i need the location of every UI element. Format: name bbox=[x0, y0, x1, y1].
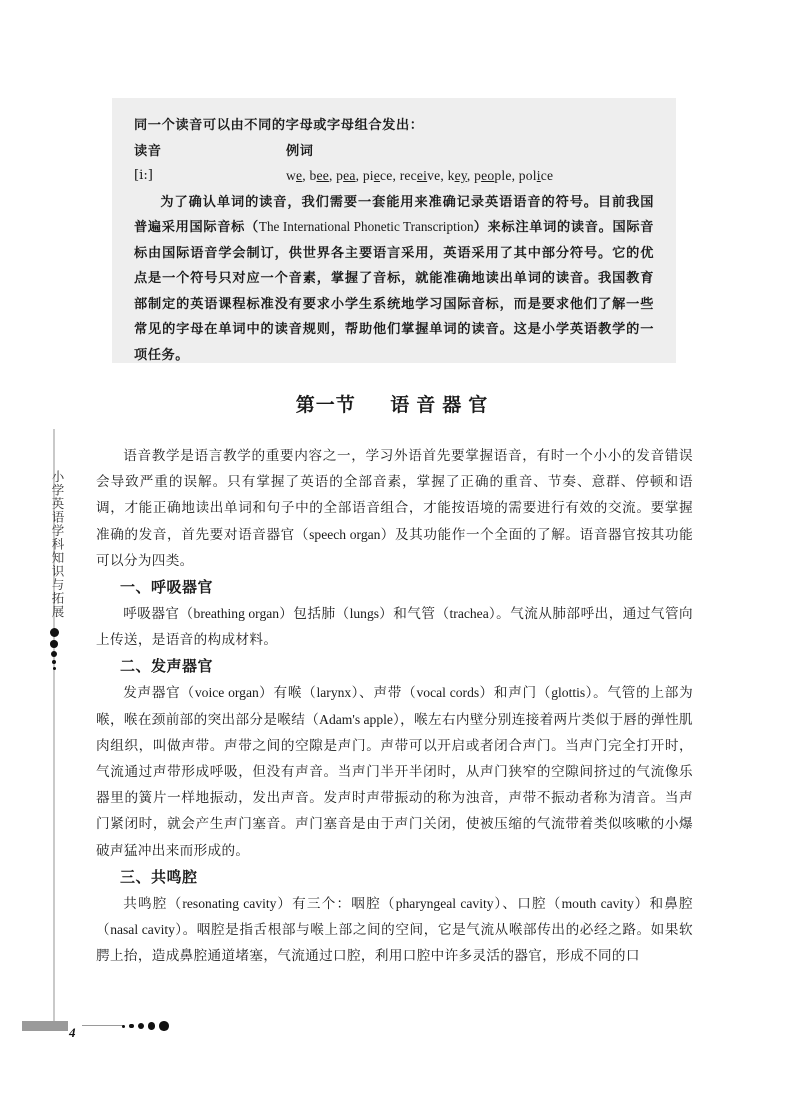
subsection-paragraph-3: 共鸣腔（resonating cavity）有三个：咽腔（pharyngeal cavity）、口腔（mouth cavity）和鼻腔（nasal cavity）。咽腔是指舌根部与喉上部之间的空间，它是气流从喉部传出的必经之路。如果软腭上抬，造成鼻腔通道堵塞，气流通过口腔，利用口腔中许多灵活的器官，形成不同的口 bbox=[96, 895, 693, 964]
main-content bbox=[96, 443, 693, 971]
example-word: receive bbox=[399, 168, 441, 183]
page-number: 4 bbox=[69, 1025, 76, 1040]
example-word-highlight: ei bbox=[416, 168, 428, 183]
example-word-highlight: eo bbox=[481, 168, 495, 183]
footer-gray-bar bbox=[22, 1021, 68, 1031]
callout-intro-line: 同一个读音可以由不同的字母或字母组合发出： bbox=[134, 117, 424, 132]
latin-term: nasal cavity bbox=[110, 922, 175, 938]
example-word: people bbox=[474, 168, 512, 183]
latin-term: The International Phonetic Transcription bbox=[258, 219, 474, 234]
section-title-text: 语音器官 bbox=[390, 395, 495, 416]
ipa-symbol: [i:] bbox=[134, 168, 153, 183]
section-heading bbox=[0, 390, 790, 417]
callout-table-row bbox=[134, 163, 654, 189]
subsection-breathing bbox=[96, 576, 693, 653]
latin-term: resonating cavity bbox=[182, 895, 277, 911]
latin-term: Adam's apple bbox=[319, 711, 393, 727]
example-word: pea bbox=[336, 168, 356, 183]
subsection-heading-3: 三、共鸣腔 bbox=[120, 868, 198, 886]
example-word-highlight: i bbox=[536, 168, 541, 183]
example-word: we bbox=[286, 168, 303, 183]
latin-term: vocal cords bbox=[416, 685, 480, 701]
example-word: key bbox=[447, 168, 467, 183]
callout-header-reading: 读音 bbox=[134, 142, 162, 158]
latin-term: trachea bbox=[449, 606, 489, 622]
example-word-highlight: ey bbox=[454, 168, 467, 183]
latin-term: speech organ bbox=[309, 526, 381, 542]
footer-dot-decoration bbox=[122, 1017, 173, 1035]
latin-term: voice organ bbox=[194, 685, 259, 701]
example-word: bee bbox=[309, 168, 329, 183]
callout-table-header bbox=[134, 138, 654, 164]
subsection-voice bbox=[96, 655, 693, 863]
latin-term: glottis bbox=[551, 685, 586, 701]
latin-term: breathing organ bbox=[193, 606, 280, 622]
latin-term: mouth cavity bbox=[561, 895, 634, 911]
callout-paragraph: 为了确认单词的读音，我们需要一套能用来准确记录英语语音的符号。目前我国普遍采用国际音标（The International Phonetic Transcription）来标注单词的读音。国际音标由国际语音学会制订，供世界各主要语言采用，英语采用了其中部分符号。它的优点是一个符号只对应一个音素，掌握了音标，就能准确地读出单词的读音。我国教育部制定的英语课程标准没有要求小学生系统地学习国际音标，而是要求他们了解一些常见的字母在单词中的读音规则，帮助他们掌握单词的读音。这是小学英语教学的一项任务。 bbox=[134, 193, 654, 362]
latin-term: larynx bbox=[316, 685, 352, 701]
example-words: we, bee, pea, piece, receive, key, people, police bbox=[286, 168, 554, 183]
example-word: piece bbox=[362, 168, 393, 183]
example-word: police bbox=[518, 168, 554, 183]
intro-paragraph: 语音教学是语言教学的重要内容之一，学习外语首先要掌握语音，有时一个小小的发音错误会导致严重的误解。只有掌握了英语的全部音素，掌握了正确的重音、节奏、意群、停顿和语调，才能正确地读出单词和句子中的全部语音组合，才能按语境的需要进行有效的交流。要掌握准确的发音，首先要对语音器官（speech organ）及其功能作一个全面的了解。语音器官按其功能可以分为四类。 bbox=[96, 448, 694, 568]
footer-rule bbox=[82, 1025, 124, 1026]
example-word-highlight: ee bbox=[316, 168, 329, 183]
sidebar-dot-decoration bbox=[46, 628, 62, 673]
subsection-paragraph-2: 发声器官（voice organ）有喉（larynx）、声带（vocal cords）和声门（glottis）。气管的上部为喉，喉在颈前部的突出部分是喉结（Adam's apple），喉左右内壁分别连接着两片类似于唇的弹性肌肉组织，叫做声带。声带之间的空隙是声门。声带可以开启或者闭合声门。当声门完全打开时，气流通过声带形成呼吸，但没有声音。当声门半开半闭时，从声门狭窄的空隙间挤过的气流像乐器里的簧片一样地振动，发出声音。发声时声带振动的称为浊音，声带不振动者称为清音。当声门紧闭时，就会产生声门塞音。声门塞音是由于声门关闭，使被压缩的气流带着类似咳嗽的小爆破声猛冲出来而形成的。 bbox=[96, 685, 694, 858]
example-word-highlight: e bbox=[373, 168, 381, 183]
example-word-highlight: ea bbox=[343, 168, 356, 183]
subsection-heading-1: 一、呼吸器官 bbox=[120, 579, 214, 597]
callout-header-examples: 例词 bbox=[286, 142, 314, 158]
subsection-resonating bbox=[96, 866, 693, 970]
subsection-paragraph-1: 呼吸器官（breathing organ）包括肺（lungs）和气管（trachea）。气流从肺部呼出，通过气管向上传送，是语音的构成材料。 bbox=[96, 606, 693, 648]
section-number: 第一节 bbox=[295, 395, 356, 416]
example-word-highlight: e bbox=[296, 168, 303, 183]
running-head-vertical-text: 小学英语学科知识与拓展 bbox=[50, 470, 64, 619]
callout-box bbox=[112, 98, 676, 363]
latin-term: pharyngeal cavity bbox=[395, 895, 494, 911]
latin-term: lungs bbox=[349, 606, 380, 622]
subsection-heading-2: 二、发声器官 bbox=[120, 658, 214, 676]
